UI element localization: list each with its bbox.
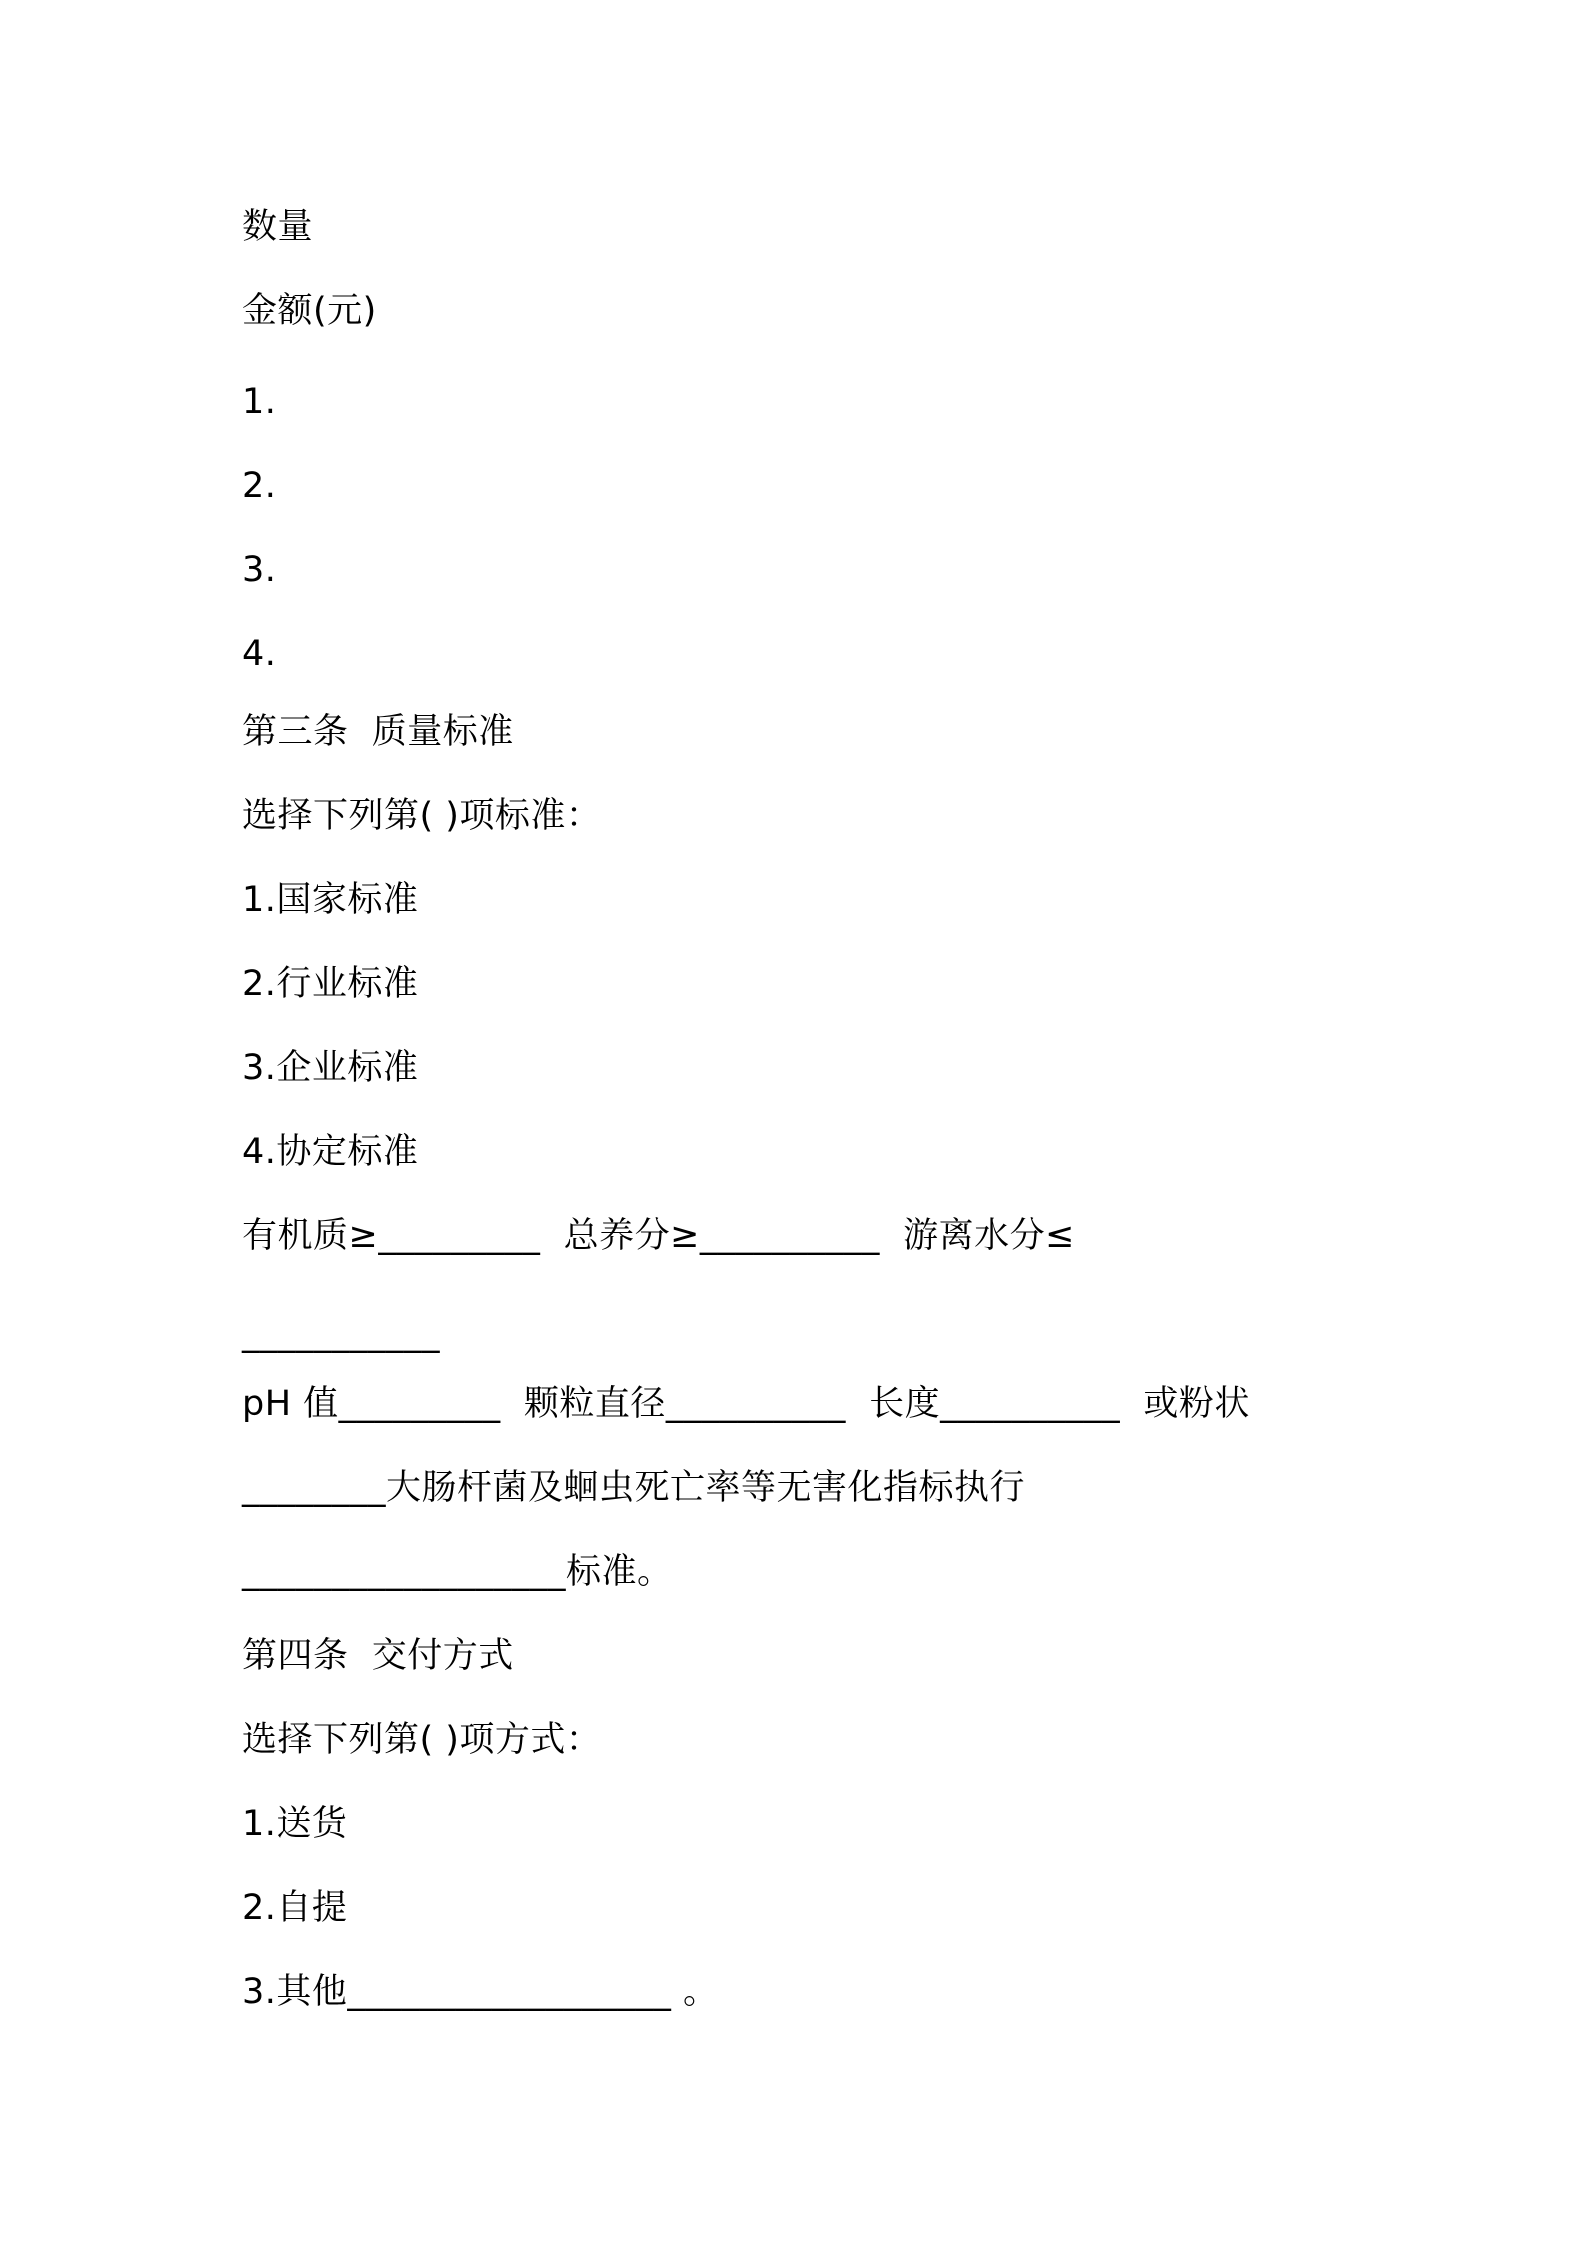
list-item-self-pickup: 2.自提 xyxy=(242,1888,348,1928)
text-line-harmless-indicators: ________大肠杆菌及蛔虫死亡率等无害化指标执行 xyxy=(242,1468,1026,1508)
section-heading-quality: 第三条 质量标准 xyxy=(242,712,514,752)
list-item-delivery: 1.送货 xyxy=(242,1804,348,1844)
list-item-national-standard: 1.国家标准 xyxy=(242,880,419,920)
text-line-quantity: 数量 xyxy=(242,207,314,247)
text-line-amount: 金额(元) xyxy=(242,291,377,331)
list-item-enterprise-standard: 3.企业标准 xyxy=(242,1048,419,1088)
section-heading-delivery: 第四条 交付方式 xyxy=(242,1636,514,1676)
text-line-item-2: 2. xyxy=(242,466,277,506)
text-line-item-1: 1. xyxy=(242,382,277,422)
text-line-select-method: 选择下列第( )项方式： xyxy=(242,1720,602,1760)
text-line-standard-blank: __________________标准。 xyxy=(242,1552,673,1592)
text-line-item-4: 4. xyxy=(242,634,277,674)
list-item-industry-standard: 2.行业标准 xyxy=(242,964,419,1004)
text-line-item-3: 3. xyxy=(242,550,277,590)
text-line-select-standard: 选择下列第( )项标准： xyxy=(242,796,602,836)
text-line-blank-fill: ___________ xyxy=(242,1314,440,1354)
text-line-organic-matter: 有机质≥_________ 总养分≥__________ 游离水分≤ xyxy=(242,1216,1075,1256)
list-item-agreed-standard: 4.协定标准 xyxy=(242,1132,419,1172)
list-item-other: 3.其他__________________ 。 xyxy=(242,1972,719,2012)
text-line-ph-value: pH 值_________ 颗粒直径__________ 长度__________ 或粉状 xyxy=(242,1384,1250,1424)
